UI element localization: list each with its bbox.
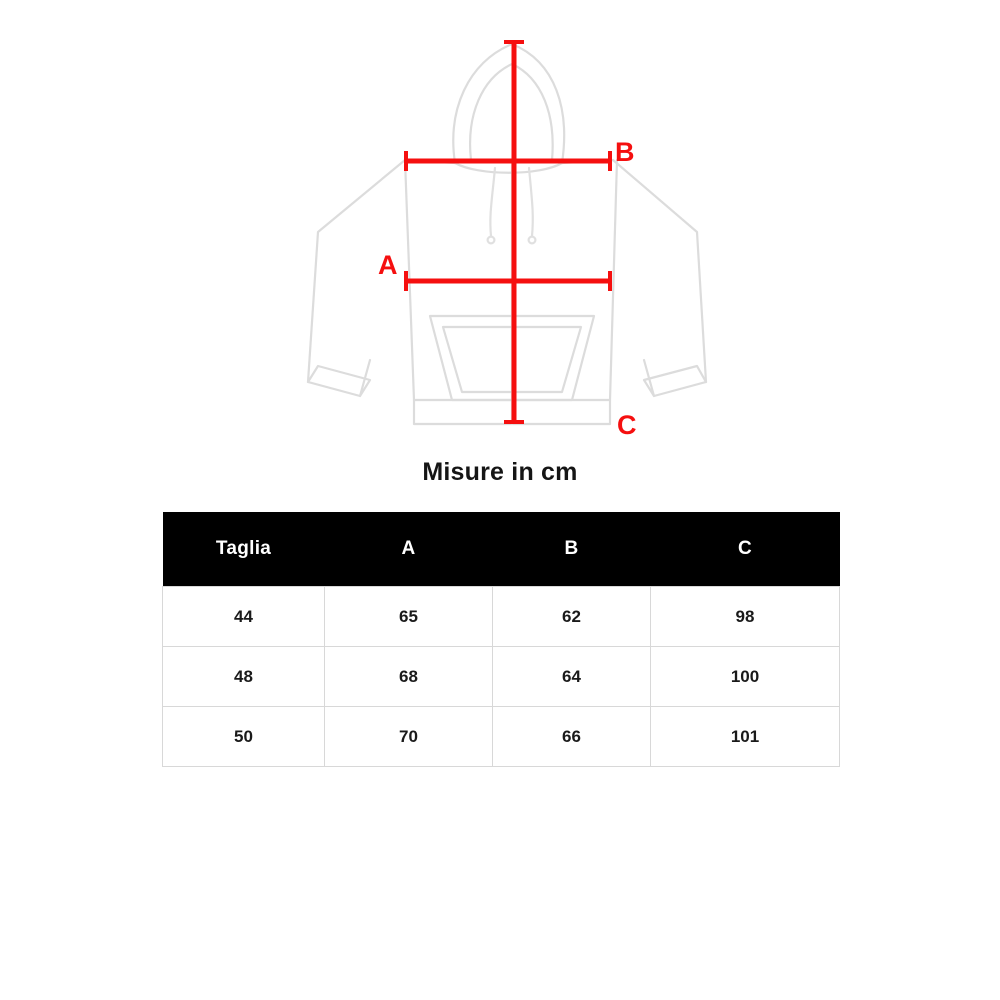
cell-a: 65 xyxy=(325,587,493,647)
cell-c: 98 xyxy=(651,587,840,647)
hoodie-outline-icon xyxy=(308,44,706,424)
size-table-container xyxy=(162,512,839,767)
table-row xyxy=(163,647,840,707)
cell-c: 101 xyxy=(651,707,840,767)
cell-a: 68 xyxy=(325,647,493,707)
measurement-lines xyxy=(406,42,610,422)
cell-b: 66 xyxy=(493,707,651,767)
column-header-b: B xyxy=(493,512,651,587)
cell-size: 44 xyxy=(163,587,325,647)
measurement-unit-caption: Misure in cm xyxy=(422,458,578,486)
measure-label-b: B xyxy=(615,137,635,167)
column-header-a: A xyxy=(325,512,493,587)
size-table xyxy=(162,512,840,767)
table-header-row xyxy=(163,512,840,587)
table-row xyxy=(163,707,840,767)
table-row xyxy=(163,587,840,647)
cell-c: 100 xyxy=(651,647,840,707)
cell-a: 70 xyxy=(325,707,493,767)
measure-label-c: C xyxy=(617,410,637,440)
cell-b: 62 xyxy=(493,587,651,647)
cell-b: 64 xyxy=(493,647,651,707)
cell-size: 48 xyxy=(163,647,325,707)
column-header-c: C xyxy=(651,512,840,587)
measure-label-a: A xyxy=(378,250,398,280)
column-header-taglia: Taglia xyxy=(163,512,325,587)
cell-size: 50 xyxy=(163,707,325,767)
garment-diagram xyxy=(0,0,1000,455)
